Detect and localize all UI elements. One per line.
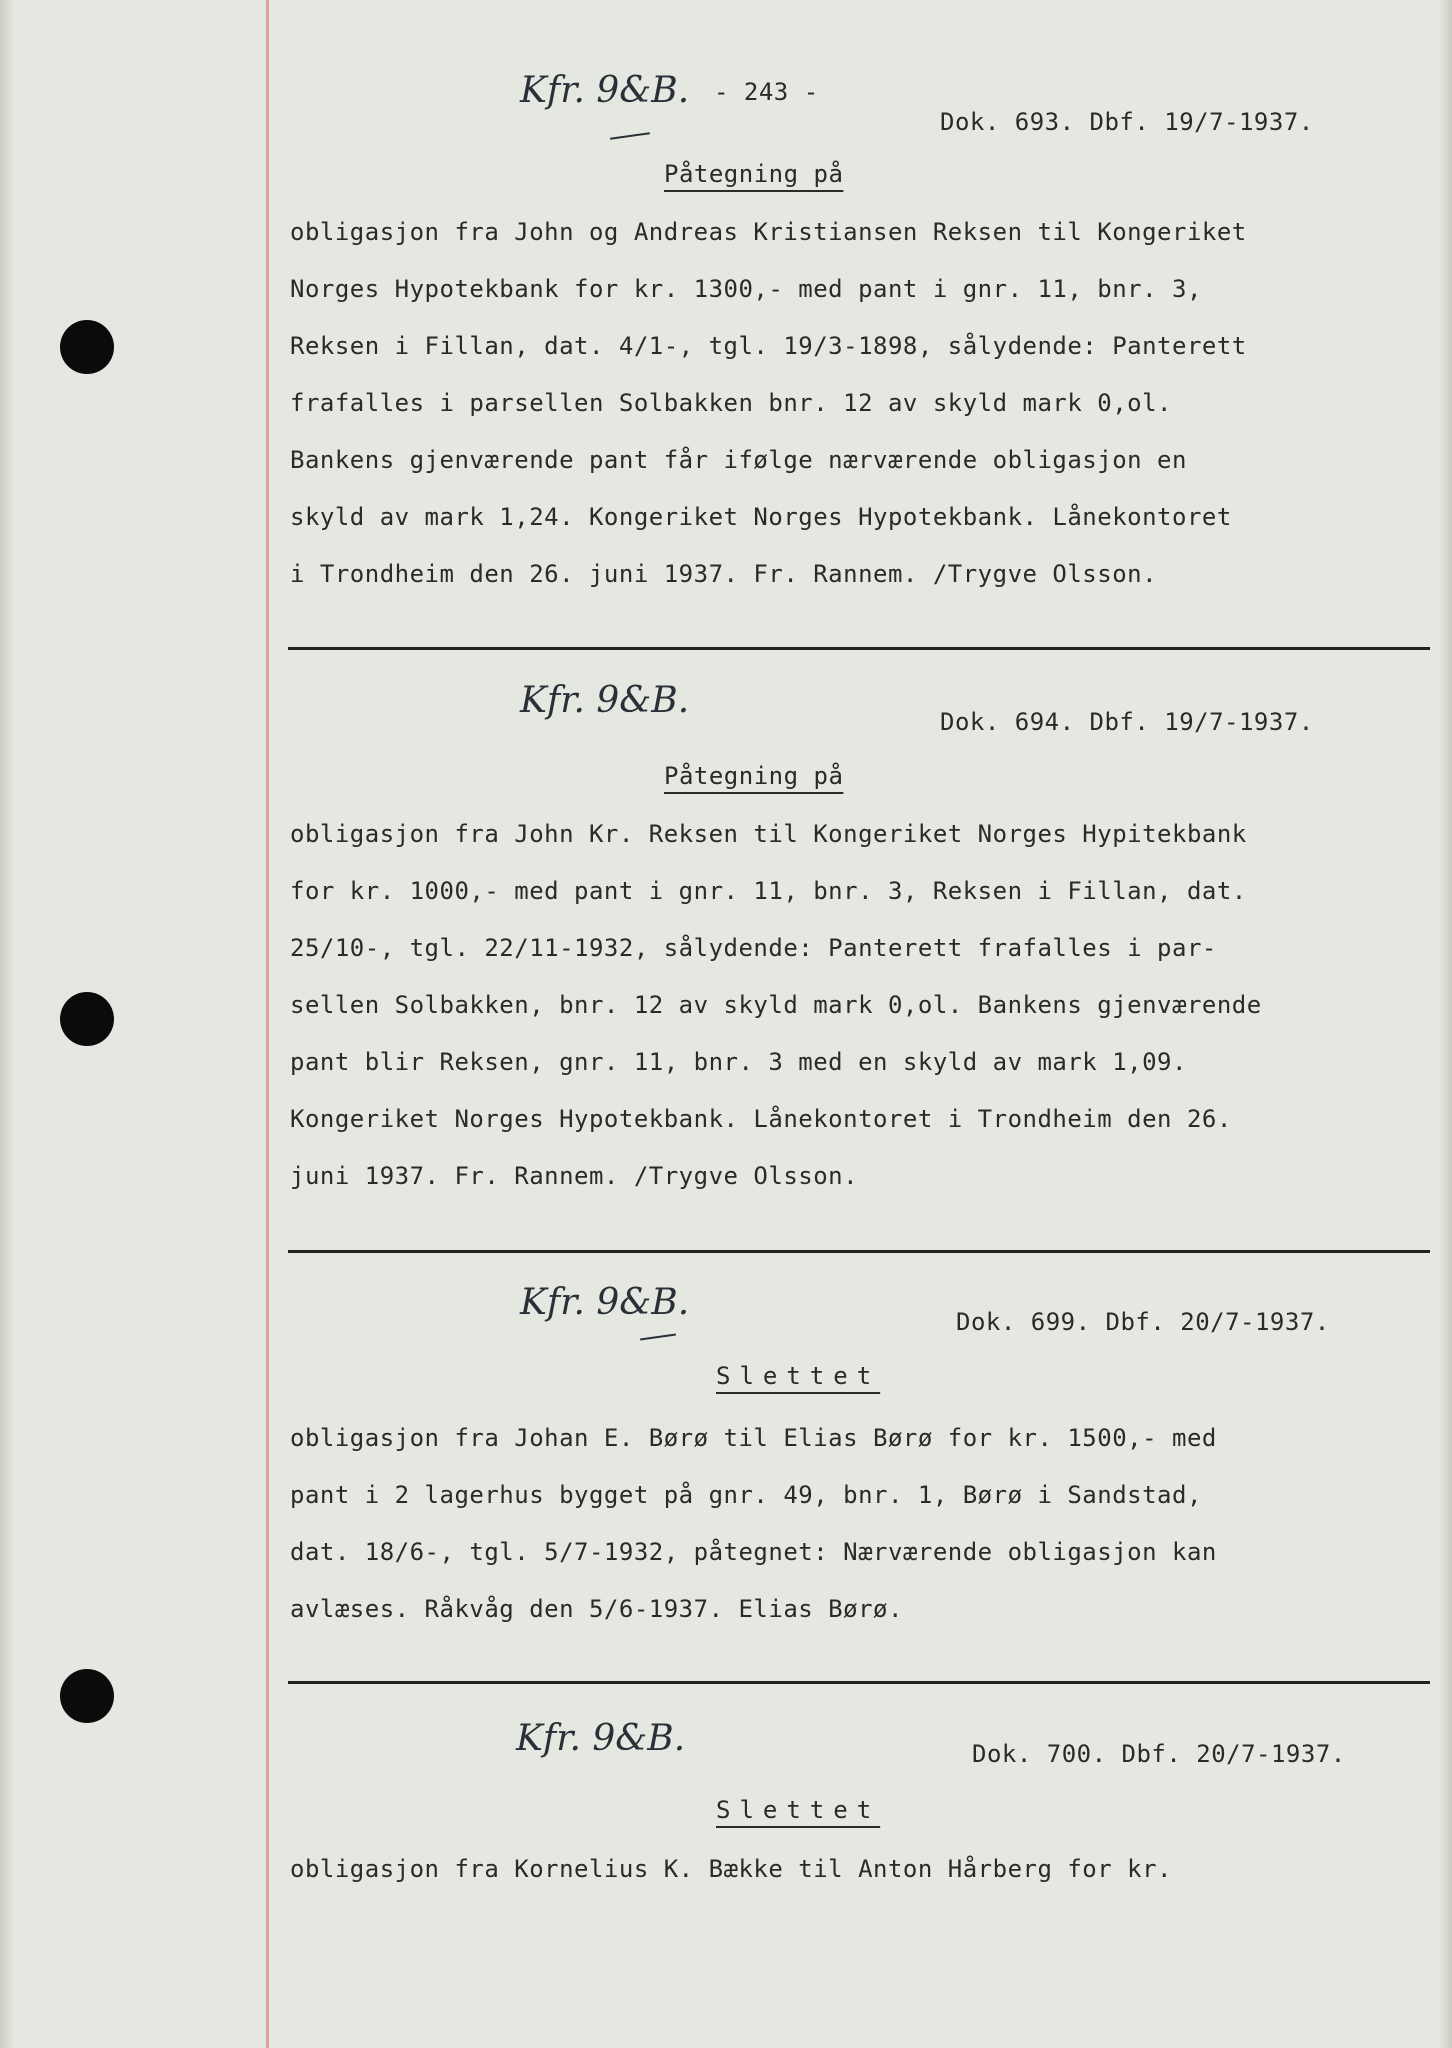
section-divider bbox=[288, 1250, 1430, 1253]
handwritten-margin-note: Kfr. 9&B. bbox=[520, 680, 690, 721]
entry-line: dat. 18/6-, tgl. 5/7-1932, påtegnet: Nærværende obligasjon kan bbox=[290, 1538, 1217, 1566]
punch-hole bbox=[60, 992, 114, 1046]
punch-hole bbox=[60, 1669, 114, 1723]
entry-line: skyld av mark 1,24. Kongeriket Norges Hypotekbank. Lånekontoret bbox=[290, 503, 1232, 531]
entry-line: obligasjon fra John og Andreas Kristiansen Reksen til Kongeriket bbox=[290, 218, 1247, 246]
entry-line: for kr. 1000,- med pant i gnr. 11, bnr. 3, Reksen i Fillan, dat. bbox=[290, 877, 1247, 905]
entry-heading: Påtegning på bbox=[664, 160, 844, 188]
handwritten-stroke bbox=[610, 132, 650, 140]
entry-line: Reksen i Fillan, dat. 4/1-, tgl. 19/3-1898, sålydende: Panterett bbox=[290, 332, 1247, 360]
doc-reference: Dok. 699. Dbf. 20/7-1937. bbox=[956, 1308, 1330, 1336]
entry-line: obligasjon fra John Kr. Reksen til Kongeriket Norges Hypitekbank bbox=[290, 820, 1247, 848]
entry-line: Bankens gjenværende pant får ifølge nærværende obligasjon en bbox=[290, 446, 1187, 474]
section-divider bbox=[288, 1681, 1430, 1684]
entry-line: i Trondheim den 26. juni 1937. Fr. Rannem. /Trygve Olsson. bbox=[290, 560, 1158, 588]
doc-reference: Dok. 693. Dbf. 19/7-1937. bbox=[940, 108, 1314, 136]
entry-heading: Slettet bbox=[716, 1796, 881, 1824]
entry-line: Kongeriket Norges Hypotekbank. Lånekontoret i Trondheim den 26. bbox=[290, 1105, 1232, 1133]
entry-line: frafalles i parsellen Solbakken bnr. 12 av skyld mark 0,ol. bbox=[290, 389, 1173, 417]
entry-line: obligasjon fra Kornelius K. Bække til Anton Hårberg for kr. bbox=[290, 1855, 1173, 1883]
entry-line: juni 1937. Fr. Rannem. /Trygve Olsson. bbox=[290, 1162, 859, 1190]
entry-line: sellen Solbakken, bnr. 12 av skyld mark 0,ol. Bankens gjenværende bbox=[290, 991, 1262, 1019]
entry-line: pant blir Reksen, gnr. 11, bnr. 3 med en skyld av mark 1,09. bbox=[290, 1048, 1187, 1076]
page-number: - 243 - bbox=[714, 78, 819, 106]
entry-line: Norges Hypotekbank for kr. 1300,- med pant i gnr. 11, bnr. 3, bbox=[290, 275, 1202, 303]
red-margin-line bbox=[266, 0, 269, 2048]
handwritten-stroke bbox=[640, 1334, 676, 1341]
entry-line: pant i 2 lagerhus bygget på gnr. 49, bnr. 1, Børø i Sandstad, bbox=[290, 1481, 1202, 1509]
entry-line: 25/10-, tgl. 22/11-1932, sålydende: Panterett frafalles i par- bbox=[290, 934, 1217, 962]
entry-heading: Påtegning på bbox=[664, 762, 844, 790]
entry-heading: Slettet bbox=[716, 1362, 881, 1390]
handwritten-margin-note: Kfr. 9&B. bbox=[516, 1718, 686, 1759]
scan-edge-left bbox=[0, 0, 14, 2048]
handwritten-margin-note: Kfr. 9&B. bbox=[520, 1282, 690, 1323]
scan-edge-right bbox=[1438, 0, 1452, 2048]
section-divider bbox=[288, 647, 1430, 650]
handwritten-margin-note: Kfr. 9&B. bbox=[520, 70, 690, 111]
entry-line: obligasjon fra Johan E. Børø til Elias Børø for kr. 1500,- med bbox=[290, 1424, 1217, 1452]
doc-reference: Dok. 700. Dbf. 20/7-1937. bbox=[972, 1740, 1346, 1768]
entry-line: avlæses. Råkvåg den 5/6-1937. Elias Børø. bbox=[290, 1595, 903, 1623]
punch-hole bbox=[60, 320, 114, 374]
doc-reference: Dok. 694. Dbf. 19/7-1937. bbox=[940, 708, 1314, 736]
